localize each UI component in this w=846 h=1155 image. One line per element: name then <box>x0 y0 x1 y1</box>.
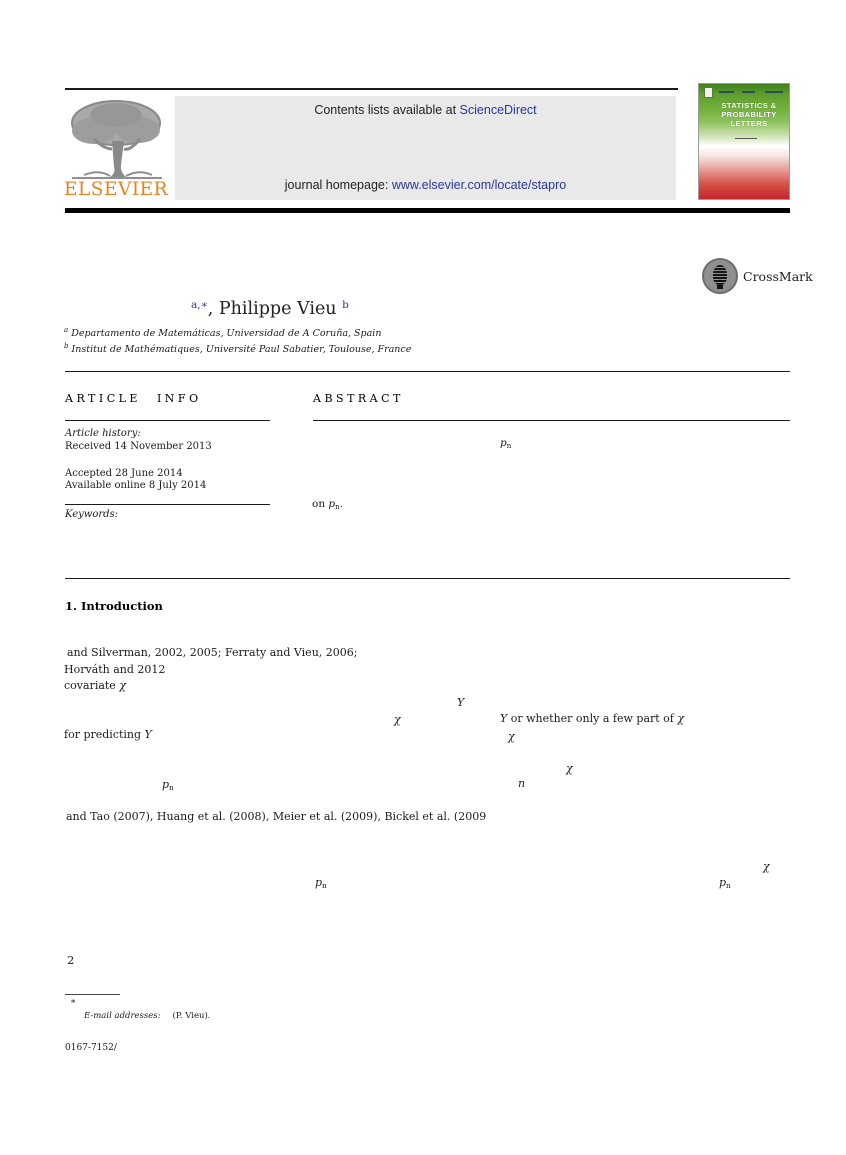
email-tail: (P. Vieu). <box>172 1011 211 1021</box>
abstract-frag-pn: $p_n$ <box>500 437 512 450</box>
text-frag-pn-1: $p_n$ <box>162 778 174 792</box>
homepage-line <box>175 178 676 192</box>
keywords-rule <box>65 504 270 505</box>
cover-meta-dash <box>765 91 783 93</box>
crossmark-label: CrossMark <box>743 269 813 284</box>
cover-journal-title <box>699 101 789 128</box>
text-frag-covariate-chi: covariate χ <box>64 679 126 692</box>
journal-cover-thumbnail[interactable] <box>698 83 790 200</box>
crossmark-icon-core <box>713 265 727 285</box>
affiliation-b-text: Institut de Mathématiques, Université Paul Sabatier, Toulouse, France <box>71 343 412 355</box>
cover-mini-logo <box>704 87 713 98</box>
received-date: Received 14 November 2013 <box>65 441 212 452</box>
text-frag-few-part: Y or whether only a few part of χ <box>500 712 685 725</box>
header-top-rule <box>65 88 678 90</box>
header-thick-bar <box>65 208 790 213</box>
sciencedirect-link[interactable]: ScienceDirect <box>459 103 537 117</box>
cover-title-line3: LETTERS <box>730 119 768 128</box>
crossmark-icon-tab <box>717 285 723 289</box>
author-name: , Philippe Vieu <box>207 299 337 319</box>
text-frag-pn-2: $p_n$ <box>315 876 327 890</box>
keywords-label: Keywords: <box>65 509 119 520</box>
article-info-rule <box>65 420 270 421</box>
text-frag-pn-3: $p_n$ <box>719 876 731 890</box>
elsevier-logo <box>64 97 170 200</box>
available-online-date: Available online 8 July 2014 <box>65 480 207 491</box>
email-line <box>84 1011 210 1021</box>
author-line <box>191 299 349 319</box>
citation-line-2[interactable]: Horváth and 2012 <box>64 663 166 676</box>
footnote-rule <box>65 994 120 995</box>
citation-line-3[interactable]: and Tao (2007), Huang et al. (2008), Meier et al. (2009), Bickel et al. (2009 <box>66 810 487 823</box>
crossmark-badge[interactable] <box>702 258 813 298</box>
affiliation-b-sup: b <box>64 342 69 350</box>
elsevier-tree-icon <box>64 97 170 181</box>
issn-line: 0167-7152/ <box>65 1043 117 1053</box>
cover-meta-dash <box>719 91 734 93</box>
footnote-asterisk: ∗ <box>70 997 77 1007</box>
page-2-link[interactable]: 2 <box>67 953 75 967</box>
email-label: E-mail addresses: <box>84 1011 161 1021</box>
cover-title-line1: STATISTICS & <box>721 101 777 110</box>
section-divider-rule <box>65 578 790 579</box>
affiliation-b <box>64 342 411 355</box>
article-info-heading: ARTICLE INFO <box>65 392 202 405</box>
affiliation-a-text: Departamento de Matemáticas, Universidad de A Coruña, Spain <box>71 327 382 339</box>
author-sup-b[interactable]: b <box>342 299 349 312</box>
journal-header-box <box>175 96 676 200</box>
cover-meta-dash <box>742 91 755 93</box>
text-frag-n: n <box>518 777 526 790</box>
affiliation-a-sup: a <box>64 326 69 334</box>
info-abstract-top-rule <box>65 371 790 372</box>
abstract-frag-on-pn: on $p_n$. <box>312 498 344 511</box>
accepted-date: Accepted 28 June 2014 <box>65 468 183 479</box>
contents-line <box>175 103 676 117</box>
text-frag-chi-2: χ <box>508 730 515 743</box>
text-frag-chi-1: χ <box>394 713 401 726</box>
contents-line-prefix: Contents lists available at <box>314 103 460 117</box>
author-sup-a-star[interactable]: a,∗ <box>191 299 208 312</box>
abstract-heading: ABSTRACT <box>313 392 404 405</box>
crossmark-icon <box>702 258 738 294</box>
homepage-line-prefix: journal homepage: <box>284 178 392 192</box>
citation-line-1[interactable]: and Silverman, 2002, 2005; Ferraty and Vieu, 2006; <box>67 646 358 659</box>
text-frag-chi-3: χ <box>566 762 573 775</box>
journal-homepage-link[interactable]: www.elsevier.com/locate/stapro <box>391 178 567 192</box>
text-frag-Y: Y <box>457 696 465 709</box>
article-history-label: Article history: <box>65 428 141 439</box>
affiliation-a <box>64 326 381 339</box>
introduction-heading: 1. Introduction <box>65 599 163 613</box>
text-frag-chi-4: χ <box>763 860 770 873</box>
abstract-rule <box>313 420 790 421</box>
elsevier-wordmark: ELSEVIER <box>64 179 169 200</box>
text-frag-predicting-Y: for predicting Y <box>64 728 152 741</box>
cover-title-line2: PROBABILITY <box>721 110 777 119</box>
cover-divider <box>735 138 757 139</box>
